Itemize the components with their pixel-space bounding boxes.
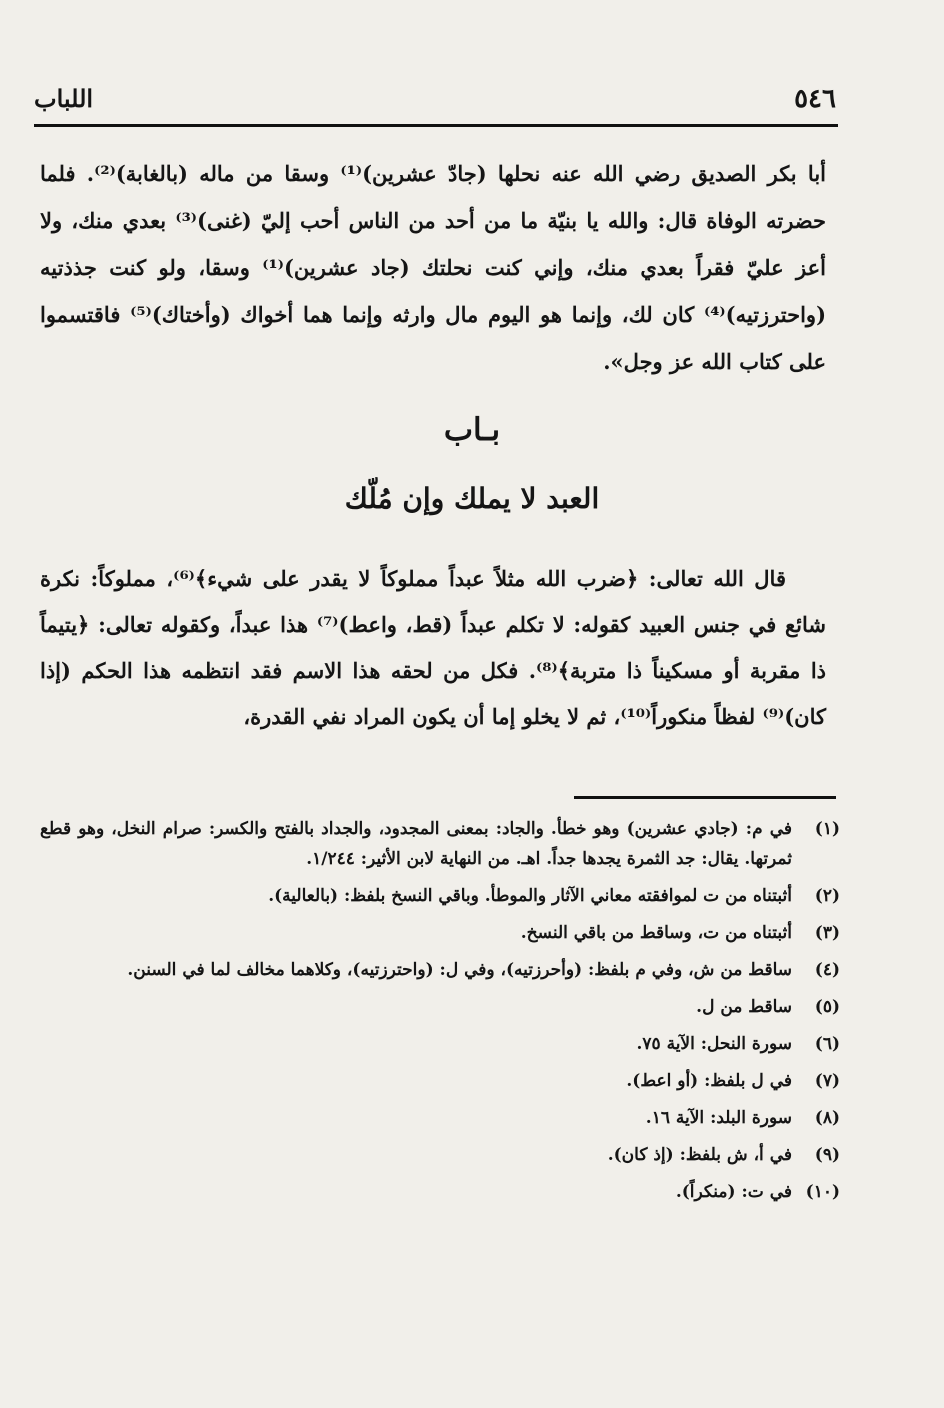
body-paragraph: قال الله تعالى: ﴿ضرب الله مثلاً عبداً مملوكاً لا يقدر على شيء﴾⁽⁶⁾، مملوكاً: نكرة شائع في جنس العبيد كقوله: لا تكلم عبداً (قط، واعط)⁽⁷⁾ هذا عبداً، وكقوله تعالى: ﴿يتيماً ذا مقربة أو مسكيناً ذا متربة﴾⁽⁸⁾. فكل من لحقه هذا الاسم فقد انتظمه هذا الحكم (إذا كان)⁽⁹⁾ لفظاً منكوراً⁽¹⁰⁾، ثم لا يخلو إما أن يكون المراد نفي القدرة،	[40, 566, 827, 729]
footnote-number: (٩)	[814, 1145, 840, 1165]
body-paragraph: أبا بكر الصديق رضي الله عنه نحلها (جادّ عشرين)⁽¹⁾ وسقا من ماله (بالغابة)⁽²⁾. فلما حضرته الوفاة قال: والله يا بنيّة ما من أحد من الناس أحب إليّ (غنى)⁽³⁾ بعدي منك، ولا أعز عليّ فقراً بعدي منك، وإني كنت نحلتك (جاد عشرين)⁽¹⁾ وسقا، ولو كنت جذذتيه (واحترزتيه)⁽⁴⁾ كان لك، وإنما هو اليوم مال وارثه وإنما هما أخواك (وأختاك)⁽⁵⁾ فاقتسموا على كتاب الله عز وجل».	[40, 161, 827, 374]
footnote-text: ساقط من ش، وفي م بلفظ: (وأحرزتيه)، وفي ل: (واحترزتيه)، وكلاهما مخالف لما في السنن.	[127, 960, 792, 980]
footnote-text: في م: (جادي عشرين) وهو خطأ. والجاد: بمعنى المجدود، والجداد بالفتح والكسر: صرام النخل، وهو قطع ثمرتها. يقال: جد الثمرة يجدها جداً. اهـ. من النهاية لابن الأثير: ١/٢٤٤.	[40, 819, 792, 869]
footnote-text: ساقط من ل.	[696, 997, 792, 1017]
footnote-text: في أ، ش بلفظ: (إذ كان).	[607, 1145, 792, 1165]
footnote-number: (٦)	[814, 1034, 840, 1054]
footnote-number: (٧)	[814, 1071, 840, 1091]
footnote-item	[40, 1140, 840, 1170]
page-number: ٥٤٦	[794, 84, 836, 114]
footnote-number: (٢)	[814, 886, 840, 906]
footnote-number: (١٠)	[805, 1182, 840, 1202]
footnotes	[40, 814, 840, 1214]
footnote-number: (٤)	[814, 960, 840, 980]
footnote-item	[40, 814, 840, 874]
footnote-item	[40, 1066, 840, 1096]
footnote-number: (٣)	[814, 923, 840, 943]
running-title: اللباب	[34, 84, 94, 113]
footnote-text: أثبتناه من ت لموافقته معاني الآثار والموطأ. وباقي النسخ بلفظ: (بالعالية).	[268, 886, 792, 906]
footnote-text: سورة النحل: الآية ٧٥.	[636, 1034, 792, 1054]
footnote-item	[40, 881, 840, 911]
main-text-block	[40, 150, 826, 385]
footnote-item	[40, 955, 840, 985]
footnote-item	[40, 918, 840, 948]
footnote-number: (٥)	[814, 997, 840, 1017]
footnote-number: (١)	[814, 819, 840, 839]
footnote-text: أثبتناه من ت، وساقط من باقي النسخ.	[520, 923, 792, 943]
footnote-text: في ل بلفظ: (أو اعط).	[626, 1071, 792, 1091]
footnote-rule	[574, 796, 836, 799]
section-heading: بـاب	[443, 412, 501, 448]
footnote-text: سورة البلد: الآية ١٦.	[645, 1108, 792, 1128]
footnote-item	[40, 1103, 840, 1133]
footnote-text: في ت: (منكراً).	[675, 1182, 792, 1202]
chapter-text-block	[40, 556, 826, 740]
header-rule	[34, 124, 838, 127]
footnote-number: (٨)	[814, 1108, 840, 1128]
page-header	[34, 78, 836, 120]
footnote-item	[40, 1029, 840, 1059]
chapter-title: العبد لا يملك وإن مُلّك	[344, 482, 600, 515]
footnote-item	[40, 992, 840, 1022]
footnote-item	[40, 1177, 840, 1207]
